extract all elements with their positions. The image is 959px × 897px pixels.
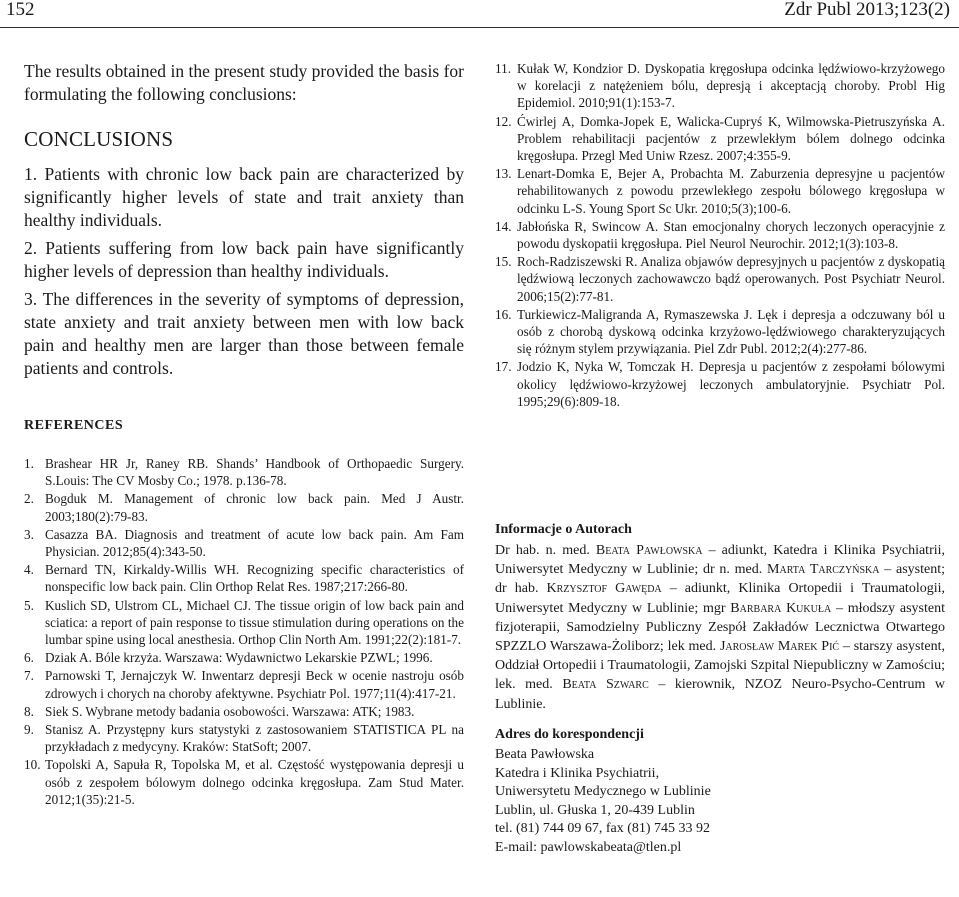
reference-text: Parnowski T, Jernajczyk W. Inwentarz depresji Beck w ocenie nastroju osób zdrowych i chorych na choroby afektywne. Psychiatr Pol. 1977;11(4):417-21. [45,668,464,701]
reference-text: Stanisz A. Przystępny kurs statystyki z zastosowaniem STATISTICA PL na przykładach z medycyny. Kraków: StatSoft; 2007. [45,722,464,755]
reference-number: 10. [24,757,41,773]
reference-number: 12. [495,113,512,129]
reference-number: 8. [24,703,34,719]
reference-number: 5. [24,597,34,613]
conclusion-item: 3. The differences in the severity of symptoms of depression, state anxiety and trait anxiety between men with low back pain and healthy men are larger than those between female patients and controls. [24,289,464,378]
reference-number: 7. [24,668,34,684]
reference-number: 6. [24,650,34,666]
author-name: Beata Pawłowska [595,543,703,558]
authors-text: – adiunkt, Klinika Ortopedii i Traumatologii, Uniwersytet Medyczny w Lublinie; mgr [495,581,945,616]
reference-item [24,561,464,595]
author-name: Barbara Kukuła [730,600,832,616]
references-heading: REFERENCES [24,418,124,433]
correspondence-address [495,726,945,857]
reference-text: Kułak W, Kondzior D. Dyskopatia kręgosłupa odcinka lędźwiowo-krzyżowego w korelacji z natężeniem bólu, depresją i akceptacją choroby. Probl Hig Epidemiol. 2010;91(1):153-7. [517,61,945,111]
reference-item [495,358,945,410]
reference-text: Roch-Radziszewski R. Analiza objawów depresyjnych u pacjentów z dyskopatią lędźwiową leczonych zachowawczo bądź operowanych. Post Psychiatr Neurol. 2006;15(2):77-81. [517,254,945,304]
reference-text: Topolski A, Sapuła R, Topolska M, et al. Częstość występowania depresji u osób z zespołem bólowym dolnego odcinka kręgosłupa. Zam Stud Mater. 2012;1(35):21-5. [45,757,464,807]
conclusions-list [24,163,464,380]
author-name: Krzysztof Gawęda [546,581,662,597]
conclusions-heading: CONCLUSIONS [24,127,174,151]
correspondence-heading: Adres do korespondencji [495,727,644,742]
phone-line: tel. (81) 744 09 67, fax (81) 745 33 92 [495,821,711,836]
reference-text: Siek S. Wybrane metody badania osobowości. Warszawa: ATK; 1983. [45,703,415,719]
left-column [24,60,464,809]
reference-text: Bernard TN, Kirkaldy-Willis WH. Recognizing specific characteristics of nonspecific low back pain. Clin Orthop Relat Res. 1987;217:266-80. [45,562,464,595]
reference-text: Bogduk M. Management of chronic low back pain. Med J Austr. 2003;180(2):79-83. [45,491,464,524]
author-name: Marta Tarczyńska [767,562,880,578]
reference-text: Turkiewicz-Maligranda A, Rymaszewska J. Lęk i depresja a odczuwany ból u osób z chorobą dyskową odcinka krzyżowo-lędźwiowego charakteryzujących się różnym stylem przywiązania. Piel Zdr Publ. 2012;2(4):277-86. [517,306,945,357]
reference-text: Casazza BA. Diagnosis and treatment of acute low back pain. Am Fam Physician. 2012;85(4):343-50. [45,526,464,560]
authors-info [495,521,945,714]
reference-item [24,703,464,720]
reference-item [495,165,945,217]
reference-item [24,649,464,666]
reference-number: 13. [495,166,512,182]
reference-text: Kuslich SD, Ulstrom CL, Michael CJ. The tissue origin of low back pain and sciatica: a report of pain response to tissue stimulation during operations on the lumbar spine using local anesthesia. Orthop Clin North Am. 1991;22(2):181-7. [45,597,464,648]
reference-text: Lenart-Domka E, Bejer A, Probachta M. Zaburzenia depresyjne u pacjentów rehabilitowanych z powodu przewlekłego zespołu bólowego kręgosłupa w odcinku L-S. Young Sport Sc Ukr. 2010;5(3);100-6. [517,166,945,216]
reference-number: 3. [24,526,34,542]
reference-item [495,60,945,112]
address-line: Uniwersytetu Medycznego w Lublinie [495,784,711,799]
conclusion-item: 2. Patients suffering from low back pain have significantly higher levels of depression than healthy individuals. [24,238,464,281]
email-line: E-mail: pawlowskabeata@tlen.pl [495,839,682,855]
reference-item [24,756,464,808]
address-line: Beata Pawłowska [495,747,595,762]
reference-number: 1. [24,456,34,471]
page-header [0,0,959,26]
reference-number: 11. [495,61,511,76]
reference-item [495,113,945,165]
reference-text: Brashear HR Jr, Raney RB. Shands’ Handbook of Orthopaedic Surgery. S.Louis: The CV Mosby Co.; 1978. p.136-78. [45,456,464,489]
reference-number: 16. [495,306,512,322]
author-name: Beata Szwarc [562,677,649,693]
authors-info-heading: Informacje o Autorach [495,522,632,537]
reference-item [495,218,945,252]
reference-number: 15. [495,254,512,270]
address-line: Lublin, ul. Głuska 1, 20-439 Lublin [495,802,695,818]
authors-text: – kierownik, NZOZ Neuro-Psycho-Centrum w Lublinie. [495,677,946,712]
reference-number: 2. [24,491,34,507]
reference-item [495,306,945,358]
reference-item [24,667,464,701]
authors-text: Dr hab. n. med. [495,543,596,558]
reference-number: 9. [24,722,34,738]
reference-text: Jabłońska R, Swincow A. Stan emocjonalny chorych leczonych operacyjnie z powodu dyskopatii kręgosłupa. Piel Neurol Neurochir. 2012;1(3):103-8. [517,218,945,252]
reference-item [24,490,464,524]
journal-reference: Zdr Publ 2013;123(2) [784,0,950,20]
header-rule [0,27,959,28]
intro-paragraph: The results obtained in the present study provided the basis for formulating the following conclusions: [24,61,464,104]
reference-number: 4. [24,562,34,578]
reference-text: Dziak A. Bóle krzyża. Warszawa: Wydawnictwo Lekarskie PZWL; 1996. [45,650,433,666]
reference-number: 14. [495,218,512,234]
reference-item [24,455,464,489]
reference-number: 17. [495,359,512,375]
authors-text: – młodszy asystent fizjoterapii, Samodzielny Publiczny Zespół Zakładów Lecznictwa Otwartego SPZZLO Warszawa-Żoliborz; lek med. [495,600,946,655]
reference-text: Ćwirlej A, Domka-Jopek E, Walicka-Cupryś K, Wilmowska-Pietruszyńska A. Problem rehabilitacji pacjentów z przewlekłym bólem dolnego odcinka kręgosłupa. Przegl Med Uniw Rzesz. 2007;4:355-9. [517,113,945,164]
authors-info-paragraph [495,541,945,714]
page-number: 152 [6,0,35,20]
reference-item [495,253,945,305]
address-line: Katedra i Klinika Psychiatrii, [495,765,660,781]
authors-text: – asystent; dr hab. [495,562,946,597]
authors-text: – starszy asystent, Oddział Ortopedii i Traumatologii, Zamojski Szpital Niepubliczny w Zamościu; lek. med. [495,639,945,693]
conclusion-item: 1. Patients with chronic low back pain are characterized by significantly higher levels of state and trait anxiety than healthy individuals. [24,164,464,230]
authors-text: – adiunkt, Katedra i Klinika Psychiatrii, Uniwersytet Medyczny w Lublinie; dr n. med. [495,543,946,578]
reference-text: Jodzio K, Nyka W, Tomczak H. Depresja u pacjentów z zespołami bólowymi okolicy lędźwiowo-krzyżowej leczonych ambulatoryjnie. Psychiatr Pol. 1995;29(6):809-18. [517,359,945,409]
reference-item [24,597,464,649]
right-column [495,60,945,411]
reference-item [24,526,464,560]
references-list-right [495,60,945,410]
reference-item [24,721,464,755]
author-name: Jarosław Marek Pić [719,639,840,655]
references-list-left [24,455,464,808]
